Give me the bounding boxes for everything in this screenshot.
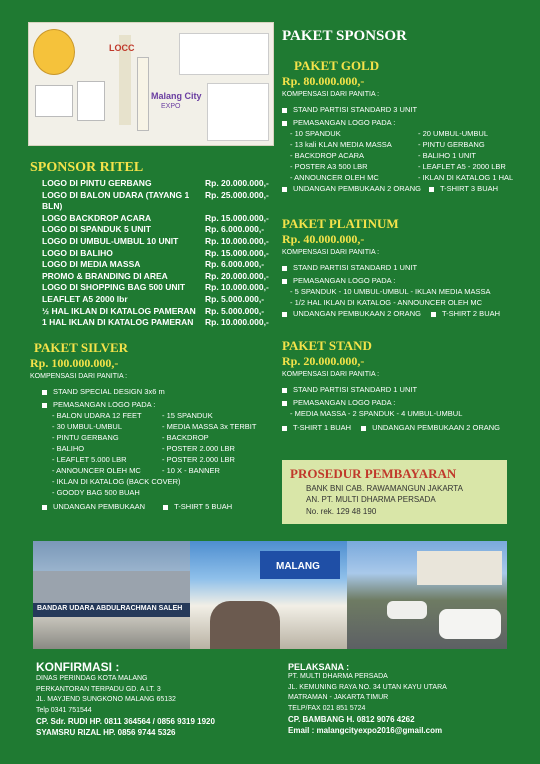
platinum-line1: - 5 SPANDUK - 10 UMBUL-UMBUL - IKLAN MEDIA MASSA	[290, 287, 491, 296]
gold-komp: KOMPENSASI DARI PANITIA :	[282, 91, 380, 98]
backdrop-image	[179, 33, 269, 75]
platinum-price: Rp. 40.000.000,-	[282, 232, 365, 246]
ritel-item-name: LOGO DI MEDIA MASSA	[42, 259, 141, 270]
gold-stand: STAND PARTISI STANDARD 3 UNIT	[282, 104, 532, 115]
organizer-title: PELAKSANA :	[288, 662, 350, 672]
ritel-item-price: Rp. 20.000.000,-	[205, 270, 269, 281]
confirmation-section	[36, 660, 276, 738]
gold-title: PAKET GOLD	[294, 58, 380, 73]
gold-footer-a: UNDANGAN PEMBUKAAN 2 ORANG	[282, 183, 421, 194]
station-photo	[190, 541, 347, 649]
silver-right-item: - 10 X - BANNER	[162, 466, 220, 475]
silver-left-item: - BALIHO	[52, 444, 85, 453]
ritel-item-name: LEAFLET A5 2000 lbr	[42, 293, 128, 304]
stand-footer-a: T-SHIRT 1 BUAH	[282, 422, 351, 433]
confirmation-line: PERKANTORAN TERPADU GD. A LT. 3	[36, 685, 161, 693]
ritel-item-name: LOGO DI PINTU GERBANG	[42, 178, 152, 188]
logo-mark: LOCC	[109, 43, 135, 53]
silver-footer-b: T-SHIRT 5 BUAH	[163, 501, 232, 512]
taxi-car	[439, 609, 501, 639]
platinum-footer-b: T-SHIRT 2 BUAH	[431, 308, 500, 319]
ritel-title: SPONSOR RITEL	[30, 160, 144, 175]
organizer-line: TELP/FAX 021 851 5724	[288, 704, 366, 712]
silver-stand: STAND SPECIAL DESIGN 3x6 m	[30, 386, 275, 397]
gold-right-item: - LEAFLET A5 - 2000 LBR	[418, 162, 506, 171]
silver-section	[30, 340, 275, 512]
ritel-item-name: PROMO & BRANDING DI AREA	[42, 270, 168, 281]
ritel-item-name: LOGO DI UMBUL-UMBUL 10 UNIT	[42, 235, 179, 246]
merchandise-collage	[28, 22, 274, 146]
organizer-cp: CP. BAMBANG H. 0812 9076 4262	[288, 715, 415, 724]
tshirt-image	[35, 85, 73, 117]
silver-logo-list	[30, 410, 275, 476]
silver-left-item: - LEAFLET 5.000 LBR	[52, 455, 127, 464]
platinum-komp: KOMPENSASI DARI PANITIA :	[282, 249, 380, 256]
shopping-bag-image	[77, 81, 105, 121]
gold-left-item: - BACKDROP ACARA	[290, 151, 365, 160]
platinum-title: PAKET PLATINUM	[282, 216, 399, 231]
silver-logo: PEMASANGAN LOGO PADA :	[30, 399, 275, 410]
silver-title: PAKET SILVER	[34, 340, 129, 355]
ritel-item-price: Rp. 10.000.000,-	[205, 317, 269, 328]
stand-logo: PEMASANGAN LOGO PADA :	[282, 397, 532, 408]
silver-left-item: - 30 UMBUL-UMBUL	[52, 422, 123, 431]
organizer-line: JL. KEMUNING RAYA NO. 34 UTAN KAYU UTARA	[288, 683, 447, 691]
silver-extra1: - IKLAN DI KATALOG (BACK COVER)	[52, 477, 181, 486]
ritel-item-name: LOGO DI SPANDUK 5 UNIT	[42, 224, 151, 235]
stand-price: Rp. 20.000.000,-	[282, 354, 365, 368]
silver-left-item: - BALON UDARA 12 FEET	[52, 411, 142, 420]
standee-image	[137, 57, 149, 131]
ritel-item-price: Rp. 10.000.000,-	[205, 282, 269, 293]
confirmation-cp2: SYAMSRU RIZAL HP. 0856 9744 5326	[36, 728, 176, 737]
brand-logo: Malang City	[151, 91, 202, 101]
brand-logo-sub: EXPO	[161, 103, 181, 110]
ritel-item-price: Rp. 5.000.000,-	[205, 293, 265, 304]
gold-section	[282, 58, 532, 194]
stand-komp: KOMPENSASI DARI PANITIA :	[282, 371, 380, 378]
payment-bank: BANK BNI CAB. RAWAMANGUN JAKARTA	[306, 484, 463, 493]
ritel-item-name: LOGO DI BALON UDARA (TAYANG 1 BLN)	[42, 189, 190, 212]
station-building	[417, 551, 502, 585]
gold-left-item: - 13 kali KLAN MEDIA MASSA	[290, 140, 392, 149]
confirmation-line: Telp 0341 751544	[36, 706, 92, 714]
platinum-line2: - 1/2 HAL IKLAN DI KATALOG - ANNOUNCER OLEH MC	[290, 298, 482, 307]
platinum-stand: STAND PARTISI STANDARD 1 UNIT	[282, 262, 532, 273]
balloon-image	[33, 29, 75, 75]
platinum-section	[282, 216, 532, 319]
ritel-item-price: Rp. 6.000.000,-	[205, 224, 265, 235]
airport-sign: BANDAR UDARA ABDULRACHMAN SALEH	[37, 605, 183, 612]
taxi-car	[387, 601, 427, 619]
ritel-item-price: Rp. 20.000.000,-	[205, 178, 269, 188]
payment-account-name: AN. PT. MULTI DHARMA PERSADA	[306, 495, 436, 504]
ritel-item-name: ½ HAL IKLAN DI KATALOG PAMERAN	[42, 305, 196, 316]
stand-title: PAKET STAND	[282, 338, 372, 353]
taxi-photo	[347, 541, 507, 649]
stand-section	[282, 338, 532, 433]
ritel-item-price: Rp. 5.000.000,-	[205, 305, 265, 316]
silver-footer-a: UNDANGAN PEMBUKAAN	[42, 501, 145, 512]
stand-stand: STAND PARTISI STANDARD 1 UNIT	[282, 384, 532, 395]
silver-price: Rp. 100.000.000,-	[30, 356, 119, 370]
silver-left-item: - ANNOUNCER OLEH MC	[52, 466, 141, 475]
silver-komp: KOMPENSASI DARI PANITIA :	[30, 373, 128, 380]
platinum-logo: PEMASANGAN LOGO PADA :	[282, 275, 532, 286]
gold-logo: PEMASANGAN LOGO PADA :	[282, 117, 532, 128]
poster-image	[207, 83, 269, 141]
silver-right-item: - POSTER 2.000 LBR	[162, 444, 235, 453]
silver-right-item: - 15 SPANDUK	[162, 411, 213, 420]
organizer-email[interactable]: Email : malangcityexpo2016@gmail.com	[288, 726, 443, 735]
ritel-item-price: Rp. 25.000.000,-	[205, 189, 269, 200]
gold-price: Rp. 80.000.000,-	[282, 74, 365, 88]
stand-line1: - MEDIA MASSA - 2 SPANDUK - 4 UMBUL-UMBUL	[290, 409, 463, 418]
payment-account-number: No. rek. 129 48 190	[306, 507, 377, 516]
ritel-item-name: 1 HAL IKLAN DI KATALOG PAMERAN	[42, 317, 194, 328]
ritel-section	[30, 160, 275, 329]
ritel-item-price: Rp. 6.000.000,-	[205, 259, 265, 270]
confirmation-line: JL. MAYJEND SUNGKONO MALANG 65132	[36, 696, 176, 703]
airport-photo	[33, 541, 190, 649]
confirmation-line: DINAS PERINDAG KOTA MALANG	[36, 675, 148, 682]
ritel-table	[30, 178, 275, 329]
gold-right-item: - PINTU GERBANG	[418, 140, 485, 149]
station-sign: MALANG	[276, 561, 320, 572]
gold-left-item: - ANNOUNCER OLEH MC	[290, 173, 379, 182]
gold-left-item: - POSTER A3 500 LBR	[290, 162, 368, 171]
silver-left-item: - PINTU GERBANG	[52, 433, 119, 442]
silver-right-item: - BACKDROP	[162, 433, 209, 442]
platinum-footer-a: UNDANGAN PEMBUKAAN 2 ORANG	[282, 308, 421, 319]
payment-title: PROSEDUR PEMBAYARAN	[290, 466, 457, 481]
silver-right-item: - MEDIA MASSA 3x TERBIT	[162, 422, 257, 431]
organizer-section	[288, 662, 518, 736]
gold-right-item: - 20 UMBUL-UMBUL	[418, 129, 489, 138]
ritel-item-price: Rp. 10.000.000,-	[205, 235, 269, 246]
confirmation-title: KONFIRMASI :	[36, 660, 120, 674]
stand-footer-b: UNDANGAN PEMBUKAAN 2 ORANG	[361, 422, 500, 433]
ritel-item-name: LOGO DI BALIHO	[42, 247, 113, 258]
ritel-item-price: Rp. 15.000.000,-	[205, 247, 269, 258]
ritel-item-name: LOGO DI SHOPPING BAG 500 UNIT	[42, 282, 186, 293]
tourists-figure	[210, 601, 280, 649]
gold-logo-list	[282, 128, 532, 183]
ritel-item-price: Rp. 15.000.000,-	[205, 212, 269, 223]
confirmation-cp1: CP. Sdr. RUDI HP. 0811 364564 / 0856 9319 1920	[36, 717, 215, 726]
organizer-line: MATRAMAN - JAKARTA TIMUR	[288, 694, 389, 701]
payment-panel	[282, 460, 507, 524]
gold-left-item: - 10 SPANDUK	[290, 129, 341, 138]
gold-right-item: - BALIHO 1 UNIT	[418, 151, 476, 160]
ritel-item-name: LOGO BACKDROP ACARA	[42, 212, 152, 223]
gold-right-item: - IKLAN DI KATALOG 1 HAL	[418, 173, 514, 182]
silver-right-item: - POSTER 2.000 LBR	[162, 455, 235, 464]
organizer-line: PT. MULTI DHARMA PERSADA	[288, 673, 388, 680]
page-title: PAKET SPONSOR	[282, 28, 407, 44]
gold-footer-b: T-SHIRT 3 BUAH	[429, 183, 498, 194]
silver-extra2: - GOODY BAG 500 BUAH	[52, 488, 140, 497]
